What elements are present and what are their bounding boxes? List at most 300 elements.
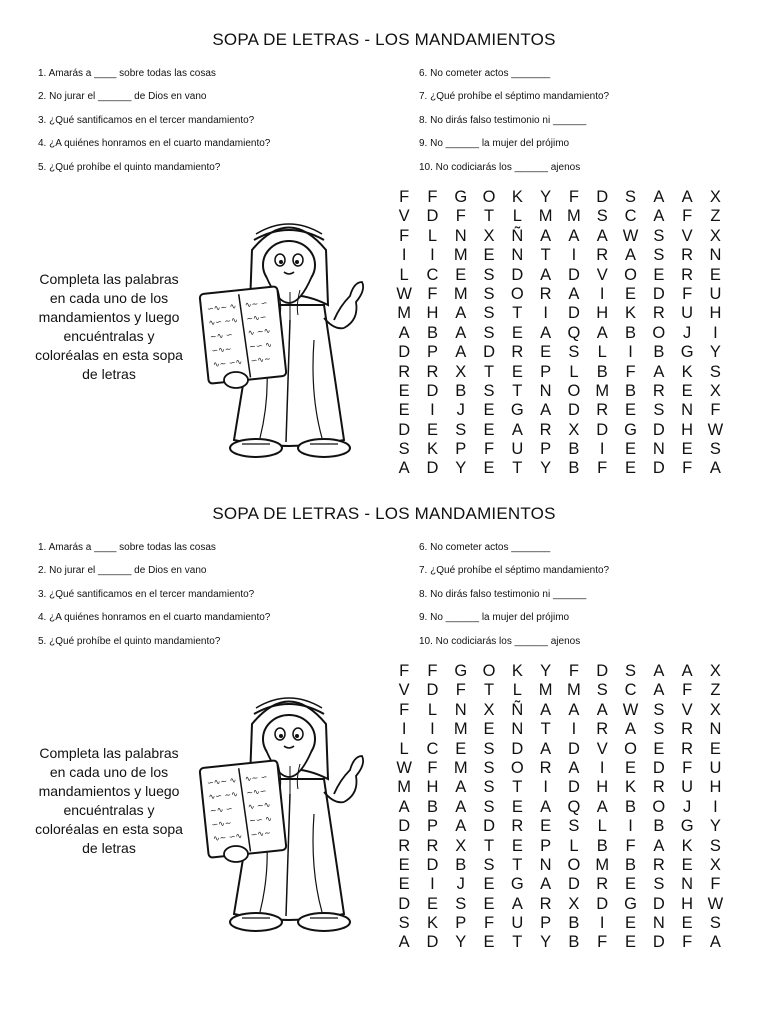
grid-letter: E (511, 797, 523, 816)
grid-letter: A (540, 875, 552, 894)
grid-letter: P (540, 836, 552, 855)
grid-letter: E (426, 894, 438, 913)
grid-letter: O (510, 758, 524, 777)
grid-letter: A (540, 323, 552, 342)
grid-letter: X (455, 836, 467, 855)
clue-list-left (38, 542, 378, 659)
grid-letter: C (624, 207, 637, 226)
grid-letter: A (653, 362, 665, 381)
grid-letter: H (709, 778, 722, 797)
grid-letter: D (426, 459, 439, 478)
grid-letter: B (653, 343, 665, 362)
grid-letter: A (511, 420, 523, 439)
grid-letter: F (597, 459, 608, 478)
grid-letter: E (398, 875, 410, 894)
grid-letter: E (625, 875, 637, 894)
grid-letter: S (483, 778, 495, 797)
grid-letter: I (713, 323, 718, 342)
grid-letter: M (453, 720, 468, 739)
grid-letter: F (399, 226, 410, 245)
grid-letter: S (483, 323, 495, 342)
grid-letter: E (483, 875, 495, 894)
grid-letter: G (680, 817, 694, 836)
grid-letter: F (455, 681, 466, 700)
grid-letter: A (653, 836, 665, 855)
grid-letter: R (539, 758, 552, 777)
grid-letter: D (483, 343, 495, 362)
grid-letter: O (652, 797, 666, 816)
grid-letter: B (596, 362, 608, 381)
grid-letter: N (681, 401, 694, 420)
grid-letter: I (571, 246, 577, 265)
clue-8: 8. No dirás falso testimonio ni ______ (419, 114, 587, 126)
grid-letter: D (596, 662, 609, 680)
grid-letter: N (454, 700, 467, 719)
clue-8: 8. No dirás falso testimonio ni ______ (419, 588, 587, 600)
grid-letter: B (426, 797, 438, 816)
grid-letter: R (511, 343, 524, 362)
grid-letter: X (568, 894, 580, 913)
grid-letter: I (599, 914, 605, 933)
grid-letter: R (539, 420, 552, 439)
grid-letter: N (652, 914, 665, 933)
grid-letter: O (482, 188, 496, 206)
grid-letter: R (539, 894, 552, 913)
grid-letter: X (709, 226, 721, 245)
grid-letter: E (455, 739, 467, 758)
grid-letter: B (426, 323, 438, 342)
grid-letter: S (483, 739, 495, 758)
clue-list-right (419, 68, 739, 185)
grid-letter: F (625, 836, 636, 855)
grid-letter: F (568, 188, 579, 206)
grid-letter: A (681, 188, 693, 206)
grid-letter: E (681, 914, 693, 933)
grid-letter: S (483, 855, 495, 874)
grid-letter: A (709, 933, 721, 952)
grid-letter: M (595, 855, 610, 874)
grid-letter: X (455, 362, 467, 381)
grid-letter: W (396, 758, 412, 777)
grid-letter: B (455, 855, 467, 874)
grid-letter: D (511, 265, 524, 284)
grid-letter: B (568, 459, 580, 478)
grid-letter: N (511, 246, 524, 265)
grid-letter: T (512, 459, 523, 478)
grid-letter: M (538, 207, 553, 226)
grid-letter: T (512, 778, 523, 797)
grid-letter: I (713, 797, 718, 816)
grid-letter: A (540, 700, 552, 719)
grid-letter: B (568, 440, 580, 459)
grid-letter: A (653, 207, 665, 226)
grid-letter: J (456, 401, 465, 420)
grid-letter: D (596, 894, 609, 913)
grid-letter: S (398, 914, 410, 933)
grid-letter: P (426, 343, 438, 362)
grid-letter: E (653, 265, 665, 284)
grid-letter: R (398, 836, 411, 855)
grid-letter: J (682, 323, 692, 342)
grid-letter: A (455, 778, 467, 797)
grid-letter: M (397, 304, 412, 323)
grid-letter: R (652, 304, 665, 323)
grid-letter: F (455, 207, 466, 226)
grid-letter: D (652, 420, 665, 439)
grid-letter: R (681, 720, 694, 739)
grid-letter: B (625, 323, 637, 342)
grid-letter: N (454, 226, 467, 245)
grid-letter: R (681, 246, 694, 265)
grid-letter: H (681, 420, 694, 439)
grid-letter: D (567, 875, 580, 894)
grid-letter: E (625, 401, 637, 420)
grid-letter: O (510, 284, 524, 303)
grid-letter: E (398, 401, 410, 420)
clue-3: 3. ¿Qué santificamos en el tercer mandamiento? (38, 114, 255, 126)
grid-letter: R (539, 284, 552, 303)
grid-letter: M (595, 381, 610, 400)
clue-9: 9. No ______ la mujer del prójimo (419, 138, 570, 150)
grid-letter: Y (540, 933, 552, 952)
grid-letter: E (625, 758, 637, 777)
moses-illustration-icon (194, 684, 384, 934)
grid-letter: A (511, 894, 523, 913)
grid-letter: L (512, 207, 522, 226)
grid-letter: K (681, 836, 693, 855)
grid-letter: S (653, 700, 665, 719)
grid-letter: N (709, 246, 722, 265)
grid-letter: O (624, 739, 637, 758)
grid-letter: E (511, 323, 523, 342)
grid-letter: D (398, 420, 411, 439)
grid-letter: T (483, 836, 495, 855)
grid-letter: A (653, 662, 665, 680)
grid-letter: E (681, 855, 693, 874)
grid-letter: V (398, 207, 410, 226)
grid-letter: R (596, 246, 609, 265)
grid-letter: W (707, 894, 724, 913)
grid-letter: N (511, 720, 524, 739)
grid-letter: E (511, 362, 523, 381)
grid-letter: O (624, 265, 637, 284)
grid-letter: S (653, 875, 665, 894)
grid-letter: P (426, 817, 438, 836)
grid-letter: F (710, 875, 721, 894)
grid-letter: Ñ (511, 700, 524, 719)
grid-letter: B (568, 914, 580, 933)
grid-letter: R (652, 778, 665, 797)
grid-letter: A (398, 459, 410, 478)
grid-letter: A (455, 343, 467, 362)
grid-letter: E (511, 836, 523, 855)
grid-letter: X (709, 855, 721, 874)
grid-letter: I (628, 817, 633, 836)
grid-letter: I (628, 343, 633, 362)
grid-letter: F (427, 284, 438, 303)
grid-letter: E (483, 933, 495, 952)
clue-4: 4. ¿A quiénes honramos en el cuarto mandamiento? (38, 138, 271, 150)
grid-letter: T (483, 207, 495, 226)
grid-letter: O (652, 323, 666, 342)
grid-letter: S (709, 440, 721, 459)
grid-letter: L (399, 739, 409, 758)
grid-letter: M (453, 758, 468, 777)
grid-letter: G (680, 343, 694, 362)
clue-2: 2. No jurar el ______ de Dios en vano (38, 565, 207, 577)
grid-letter: H (709, 304, 722, 323)
grid-letter: A (540, 226, 552, 245)
grid-letter: S (653, 246, 665, 265)
grid-letter: W (622, 226, 639, 245)
grid-letter: I (599, 758, 605, 777)
grid-letter: T (512, 933, 523, 952)
grid-letter: Q (567, 323, 581, 342)
grid-letter: I (599, 284, 605, 303)
grid-letter: T (512, 855, 523, 874)
grid-letter: O (567, 381, 581, 400)
grid-letter: F (682, 681, 693, 700)
grid-letter: S (483, 797, 495, 816)
grid-letter: Ñ (511, 226, 524, 245)
grid-letter: U (511, 914, 524, 933)
grid-letter: R (596, 720, 609, 739)
grid-letter: P (540, 440, 552, 459)
grid-letter: S (653, 401, 665, 420)
grid-letter: H (596, 304, 609, 323)
grid-letter: M (453, 284, 468, 303)
grid-letter: S (483, 758, 495, 777)
grid-letter: D (426, 381, 439, 400)
grid-letter: N (539, 855, 552, 874)
grid-letter: I (430, 720, 435, 739)
clue-10: 10. No codiciarás los ______ ajenos (419, 161, 581, 173)
grid-letter: I (543, 778, 548, 797)
grid-letter: M (538, 681, 553, 700)
grid-letter: J (682, 797, 692, 816)
grid-letter: T (540, 246, 551, 265)
grid-letter: A (596, 323, 608, 342)
grid-letter: D (652, 894, 665, 913)
grid-letter: D (652, 459, 665, 478)
grid-letter: Y (540, 188, 552, 206)
grid-letter: K (625, 304, 637, 323)
grid-letter: B (625, 797, 637, 816)
grid-letter: Y (455, 459, 467, 478)
grid-letter: S (596, 207, 608, 226)
grid-letter: A (568, 700, 580, 719)
clue-7: 7. ¿Qué prohíbe el séptimo mandamiento? (419, 91, 610, 103)
grid-letter: G (510, 401, 524, 420)
grid-letter: G (454, 662, 468, 680)
grid-letter: A (653, 681, 665, 700)
grid-letter: V (596, 265, 608, 284)
grid-letter: G (454, 188, 468, 206)
grid-letter: I (599, 440, 605, 459)
grid-letter: D (426, 681, 439, 700)
grid-letter: R (681, 265, 694, 284)
grid-letter: L (569, 362, 579, 381)
grid-letter: A (568, 284, 580, 303)
grid-letter: Y (709, 343, 721, 362)
grid-letter: D (652, 284, 665, 303)
grid-letter: S (625, 188, 637, 206)
grid-letter: F (399, 188, 410, 206)
grid-letter: D (426, 933, 439, 952)
grid-letter: S (568, 817, 580, 836)
worksheet-title: SOPA DE LETRAS - LOS MANDAMIENTOS (212, 504, 556, 523)
grid-letter: K (625, 778, 637, 797)
grid-letter: S (709, 836, 721, 855)
instructions-text: Completa las palabras en cada uno de los mandamientos y luego encuéntralas y coloréalas en esta sopa de letras (35, 745, 183, 856)
grid-letter: L (512, 681, 522, 700)
grid-letter: F (597, 933, 608, 952)
grid-letter: R (511, 817, 524, 836)
grid-letter: I (543, 304, 548, 323)
grid-letter: E (625, 440, 637, 459)
grid-letter: R (426, 836, 439, 855)
worksheet-title: SOPA DE LETRAS - LOS MANDAMIENTOS (212, 30, 556, 49)
grid-letter: S (653, 226, 665, 245)
grid-letter: L (569, 836, 579, 855)
grid-letter: F (427, 662, 438, 680)
grid-letter: N (652, 440, 665, 459)
grid-letter: D (483, 817, 495, 836)
instructions-text: Completa las palabras en cada uno de los mandamientos y luego encuéntralas y coloréalas en esta sopa de letras (35, 271, 183, 382)
grid-letter: H (426, 778, 439, 797)
grid-letter: S (596, 681, 608, 700)
grid-letter: P (540, 362, 552, 381)
grid-letter: E (709, 265, 721, 284)
grid-letter: B (625, 381, 637, 400)
clue-6: 6. No cometer actos _______ (419, 68, 551, 79)
grid-letter: M (567, 681, 581, 700)
grid-letter: D (398, 343, 411, 362)
grid-letter: F (568, 662, 579, 680)
grid-letter: A (568, 758, 580, 777)
grid-letter: B (653, 817, 665, 836)
grid-letter: X (483, 700, 495, 719)
clue-2: 2. No jurar el ______ de Dios en vano (38, 91, 207, 103)
grid-letter: G (624, 894, 637, 913)
grid-letter: E (398, 855, 410, 874)
grid-letter: H (681, 894, 694, 913)
grid-letter: Y (540, 459, 552, 478)
grid-letter: F (399, 700, 410, 719)
clue-10: 10. No codiciarás los ______ ajenos (419, 635, 581, 647)
grid-letter: A (568, 226, 580, 245)
grid-letter: T (483, 362, 495, 381)
grid-letter: F (682, 758, 693, 777)
grid-letter: A (455, 797, 467, 816)
grid-letter: K (426, 440, 438, 459)
grid-letter: S (568, 343, 580, 362)
grid-letter: G (510, 875, 524, 894)
clue-4: 4. ¿A quiénes honramos en el cuarto mandamiento? (38, 612, 271, 624)
grid-letter: T (512, 381, 523, 400)
word-search-grid (390, 188, 740, 479)
clue-3: 3. ¿Qué santificamos en el tercer mandamiento? (38, 588, 255, 600)
grid-letter: S (483, 284, 495, 303)
clue-5: 5. ¿Qué prohíbe el quinto mandamiento? (38, 161, 221, 173)
grid-letter: E (625, 459, 637, 478)
grid-letter: D (567, 304, 580, 323)
grid-letter: E (681, 440, 693, 459)
grid-letter: I (430, 875, 435, 894)
grid-letter: I (571, 720, 577, 739)
grid-letter: W (396, 284, 412, 303)
grid-letter: S (398, 440, 410, 459)
grid-letter: K (426, 914, 438, 933)
grid-letter: E (483, 246, 495, 265)
grid-letter: B (455, 381, 467, 400)
grid-letter: S (483, 381, 495, 400)
grid-letter: F (710, 401, 721, 420)
grid-letter: K (511, 188, 523, 206)
grid-letter: J (456, 875, 465, 894)
grid-letter: E (625, 933, 637, 952)
grid-letter: H (426, 304, 439, 323)
grid-letter: D (567, 401, 580, 420)
grid-letter: D (398, 894, 411, 913)
grid-letter: E (540, 343, 552, 362)
grid-letter: D (652, 758, 665, 777)
grid-letter: F (483, 440, 495, 459)
grid-letter: A (596, 226, 608, 245)
grid-letter: R (652, 855, 665, 874)
grid-letter: Y (540, 662, 552, 680)
grid-letter: A (625, 246, 637, 265)
grid-letter: D (567, 739, 580, 758)
grid-letter: A (540, 401, 552, 420)
grid-letter: U (681, 304, 694, 323)
grid-letter: I (430, 401, 435, 420)
grid-letter: E (483, 720, 495, 739)
grid-letter: N (681, 875, 694, 894)
moses-illustration-icon (194, 210, 384, 460)
grid-letter: U (709, 758, 722, 777)
grid-letter: V (596, 739, 608, 758)
grid-letter: L (427, 700, 438, 719)
grid-letter: C (426, 739, 439, 758)
grid-letter: X (709, 662, 721, 680)
grid-letter: L (597, 817, 607, 836)
grid-letter: N (709, 720, 722, 739)
grid-letter: P (455, 914, 467, 933)
grid-letter: S (483, 265, 495, 284)
grid-letter: G (624, 420, 637, 439)
grid-letter: S (483, 304, 495, 323)
grid-letter: X (483, 226, 495, 245)
word-search-grid (390, 662, 740, 953)
grid-letter: Z (710, 207, 721, 226)
grid-letter: D (567, 778, 580, 797)
grid-letter: D (511, 739, 524, 758)
grid-letter: X (709, 700, 721, 719)
grid-letter: A (540, 797, 552, 816)
grid-letter: W (622, 700, 639, 719)
grid-letter: A (596, 797, 608, 816)
grid-letter: B (625, 855, 637, 874)
grid-letter: E (483, 894, 495, 913)
grid-letter: W (707, 420, 724, 439)
grid-letter: F (682, 284, 693, 303)
grid-letter: P (455, 440, 467, 459)
grid-letter: E (455, 265, 467, 284)
grid-letter: S (455, 894, 467, 913)
grid-letter: T (512, 304, 523, 323)
grid-letter: F (427, 188, 438, 206)
